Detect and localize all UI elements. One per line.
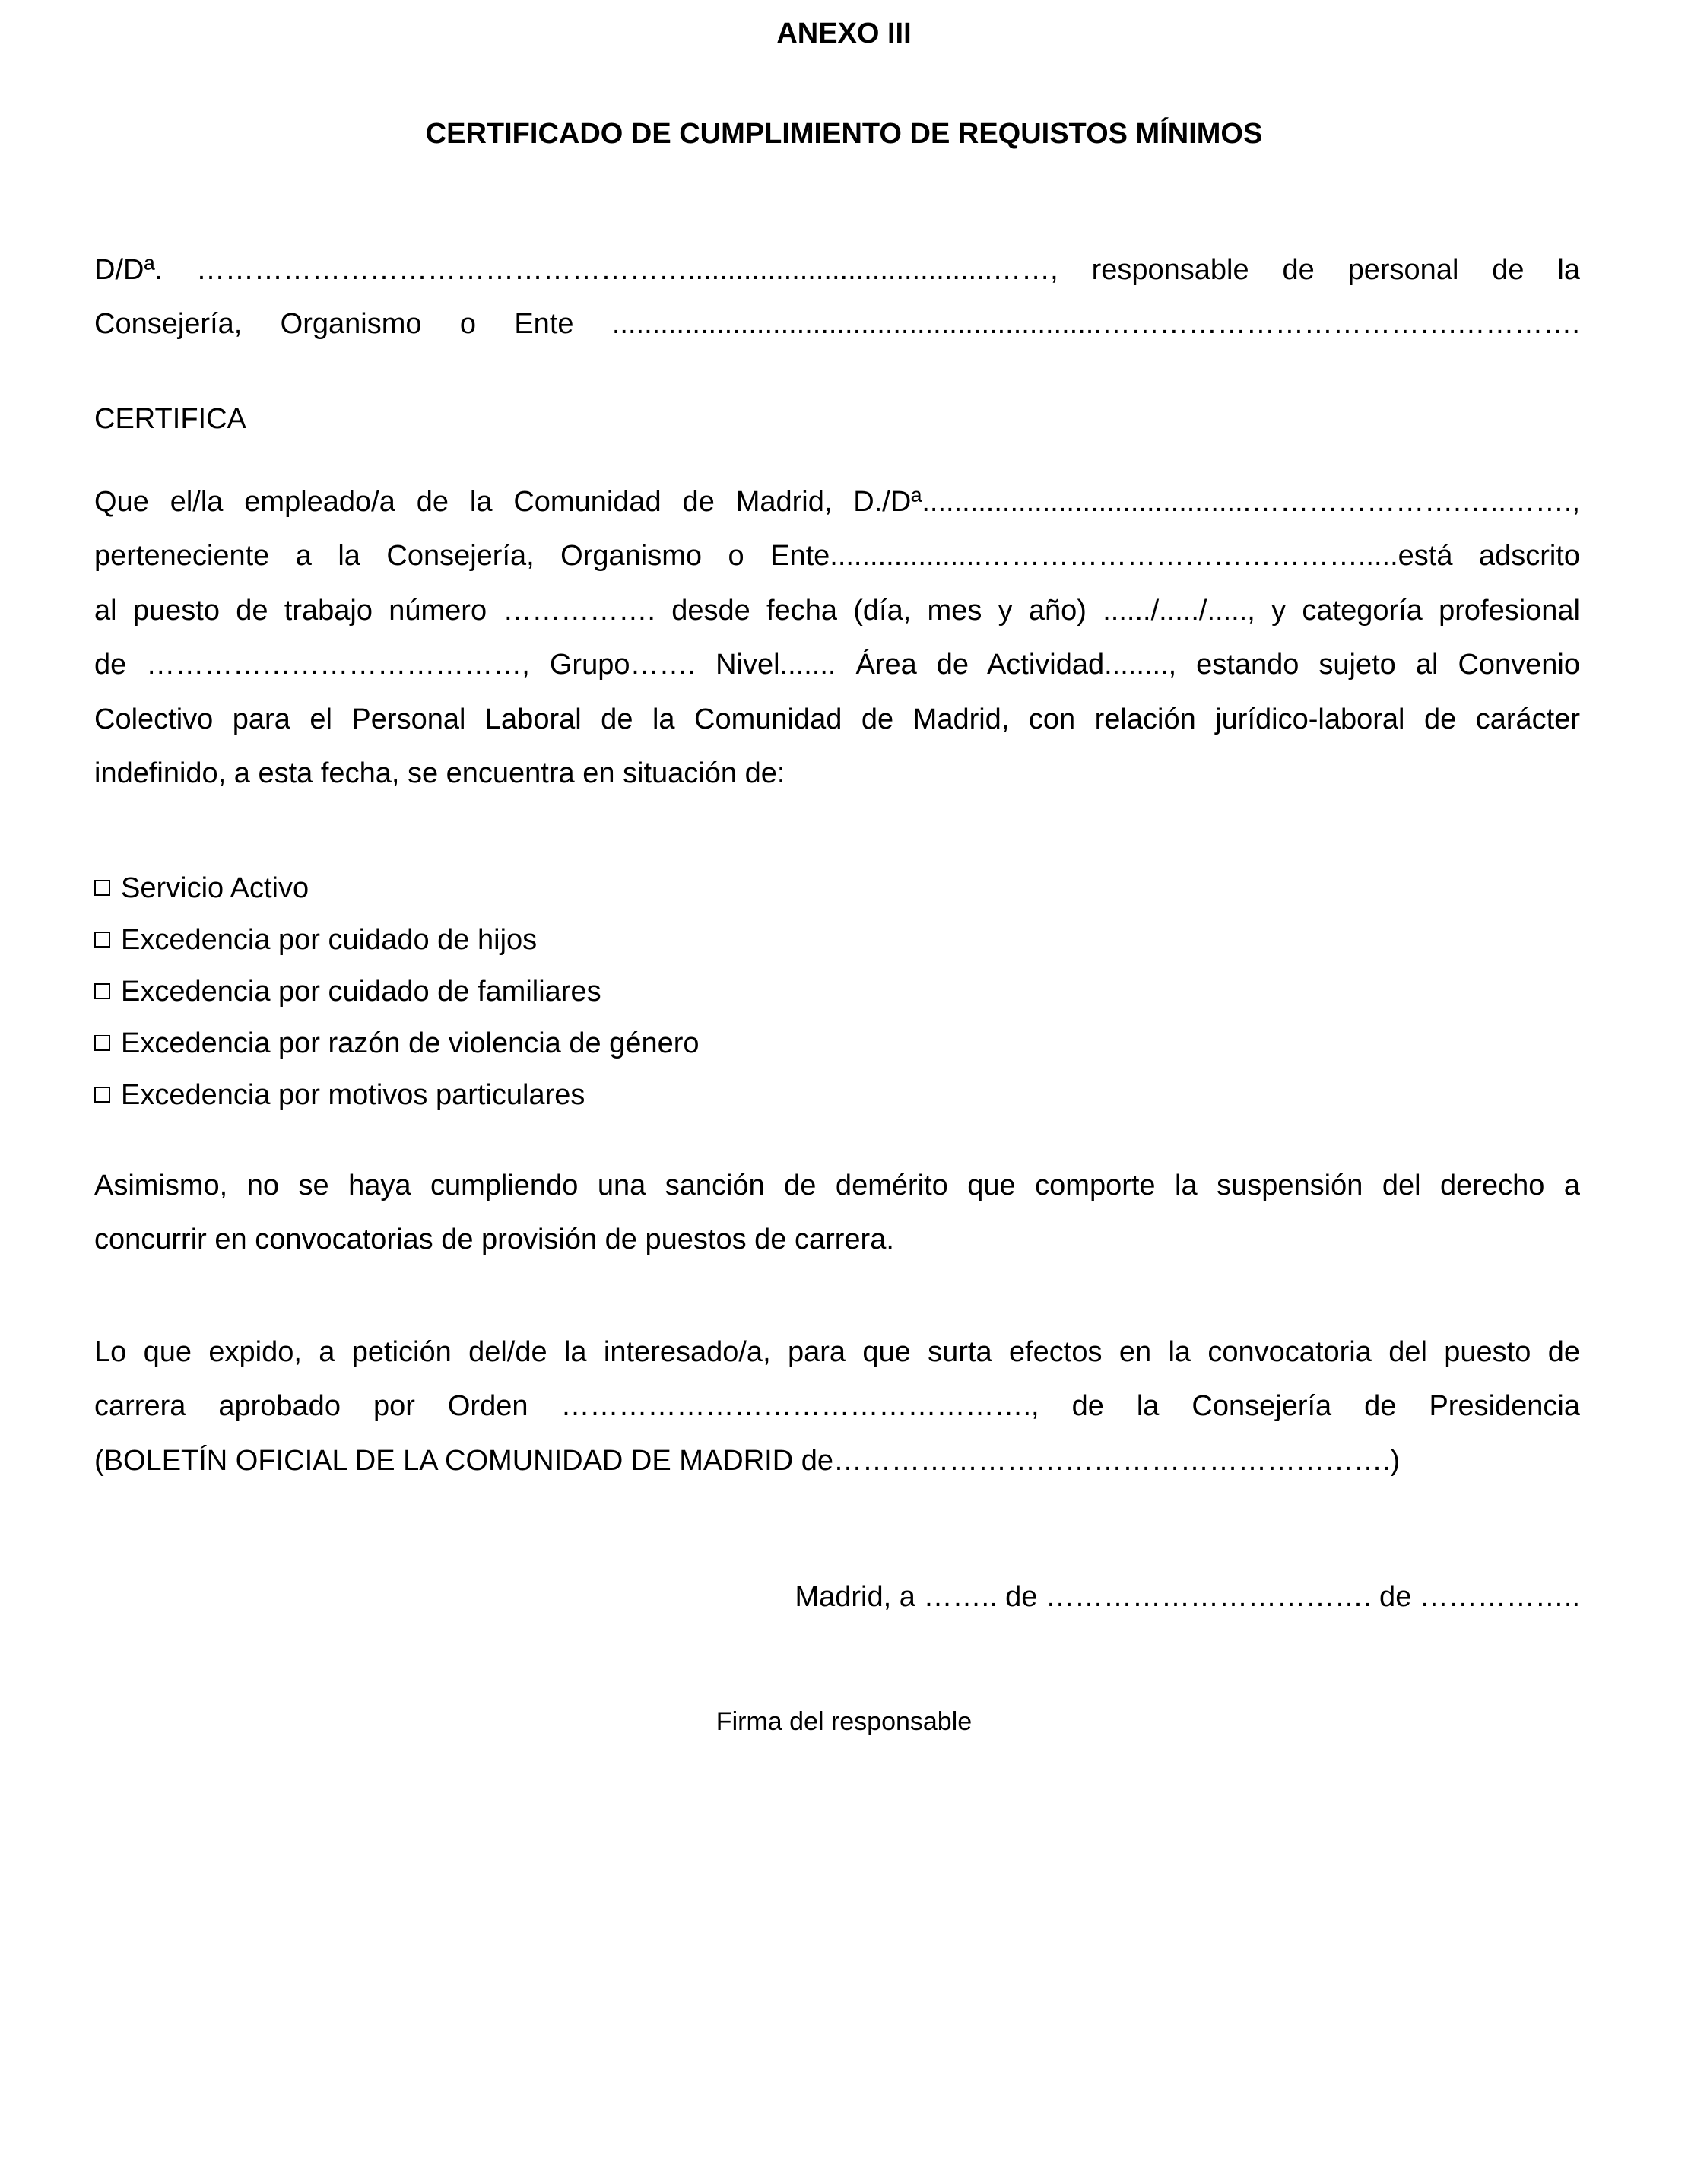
date-line: Madrid, a …….. de ……………………………. de …………….. [795,1581,1580,1613]
checkbox-icon[interactable] [94,932,110,948]
option-excedencia-familiares[interactable] [94,975,1580,1008]
option-excedencia-particulares[interactable] [94,1078,1580,1112]
option-excedencia-hijos[interactable] [94,923,1580,957]
body-line: Que el/la empleado/a de la Comunidad de Madrid, D./Dª.........................................………………….…..……., [94,486,1580,518]
document-title: CERTIFICADO DE CUMPLIMIENTO DE REQUISTOS MÍNIMOS [425,118,1263,150]
checkbox-icon[interactable] [94,880,110,896]
responsible-department-line: Consejería, Organismo o Ente .............................................................……………………………….…………. [94,308,1580,340]
checkbox-icon[interactable] [94,1087,110,1103]
option-label: Excedencia por cuidado de familiares [121,976,601,1008]
expido-line: Lo que expido, a petición del/de la interesado/a, para que surta efectos en la convocatoria del puesto de [94,1336,1580,1368]
option-servicio-activo[interactable] [94,871,1580,905]
option-label: Excedencia por cuidado de hijos [121,924,538,956]
body-line: Colectivo para el Personal Laboral de la Comunidad de Madrid, con relación jurídico-laboral de carácter [94,703,1580,735]
body-line: al puesto de trabajo número ……………. desde fecha (día, mes y año) ....../...../....., y categoría profesional [94,595,1580,627]
checkbox-icon[interactable] [94,1035,110,1051]
body-line: perteneciente a la Consejería, Organismo o Ente...................………………………………….....está adscrito [94,540,1580,572]
asimismo-line: concurrir en convocatorias de provisión de puestos de carrera. [94,1224,894,1255]
expido-line: carrera aprobado por Orden …………………………………………., de la Consejería de Presidencia [94,1390,1580,1422]
option-label: Servicio Activo [121,872,309,904]
checkbox-icon[interactable] [94,983,110,999]
body-line: de …………………………………, Grupo……. Nivel....... Área de Actividad........, estando sujeto al Convenio [94,649,1580,681]
body-line: indefinido, a esta fecha, se encuentra en situación de: [94,757,785,789]
annex-heading: ANEXO III [776,17,912,49]
option-excedencia-violencia[interactable] [94,1027,1580,1060]
signature-label: Firma del responsable [715,1707,973,1736]
option-label: Excedencia por motivos particulares [121,1079,585,1111]
expido-line: (BOLETÍN OFICIAL DE LA COMUNIDAD DE MADRID de………………………………………………….) [94,1445,1401,1477]
option-label: Excedencia por razón de violencia de género [121,1027,700,1059]
asimismo-line: Asimismo, no se haya cumpliendo una sanción de demérito que comporte la suspensión del derecho a [94,1170,1580,1202]
certifica-heading: CERTIFICA [94,403,246,435]
responsible-name-line: D/Dª. ……………………………………………......................................……, responsable de personal de la [94,254,1580,286]
